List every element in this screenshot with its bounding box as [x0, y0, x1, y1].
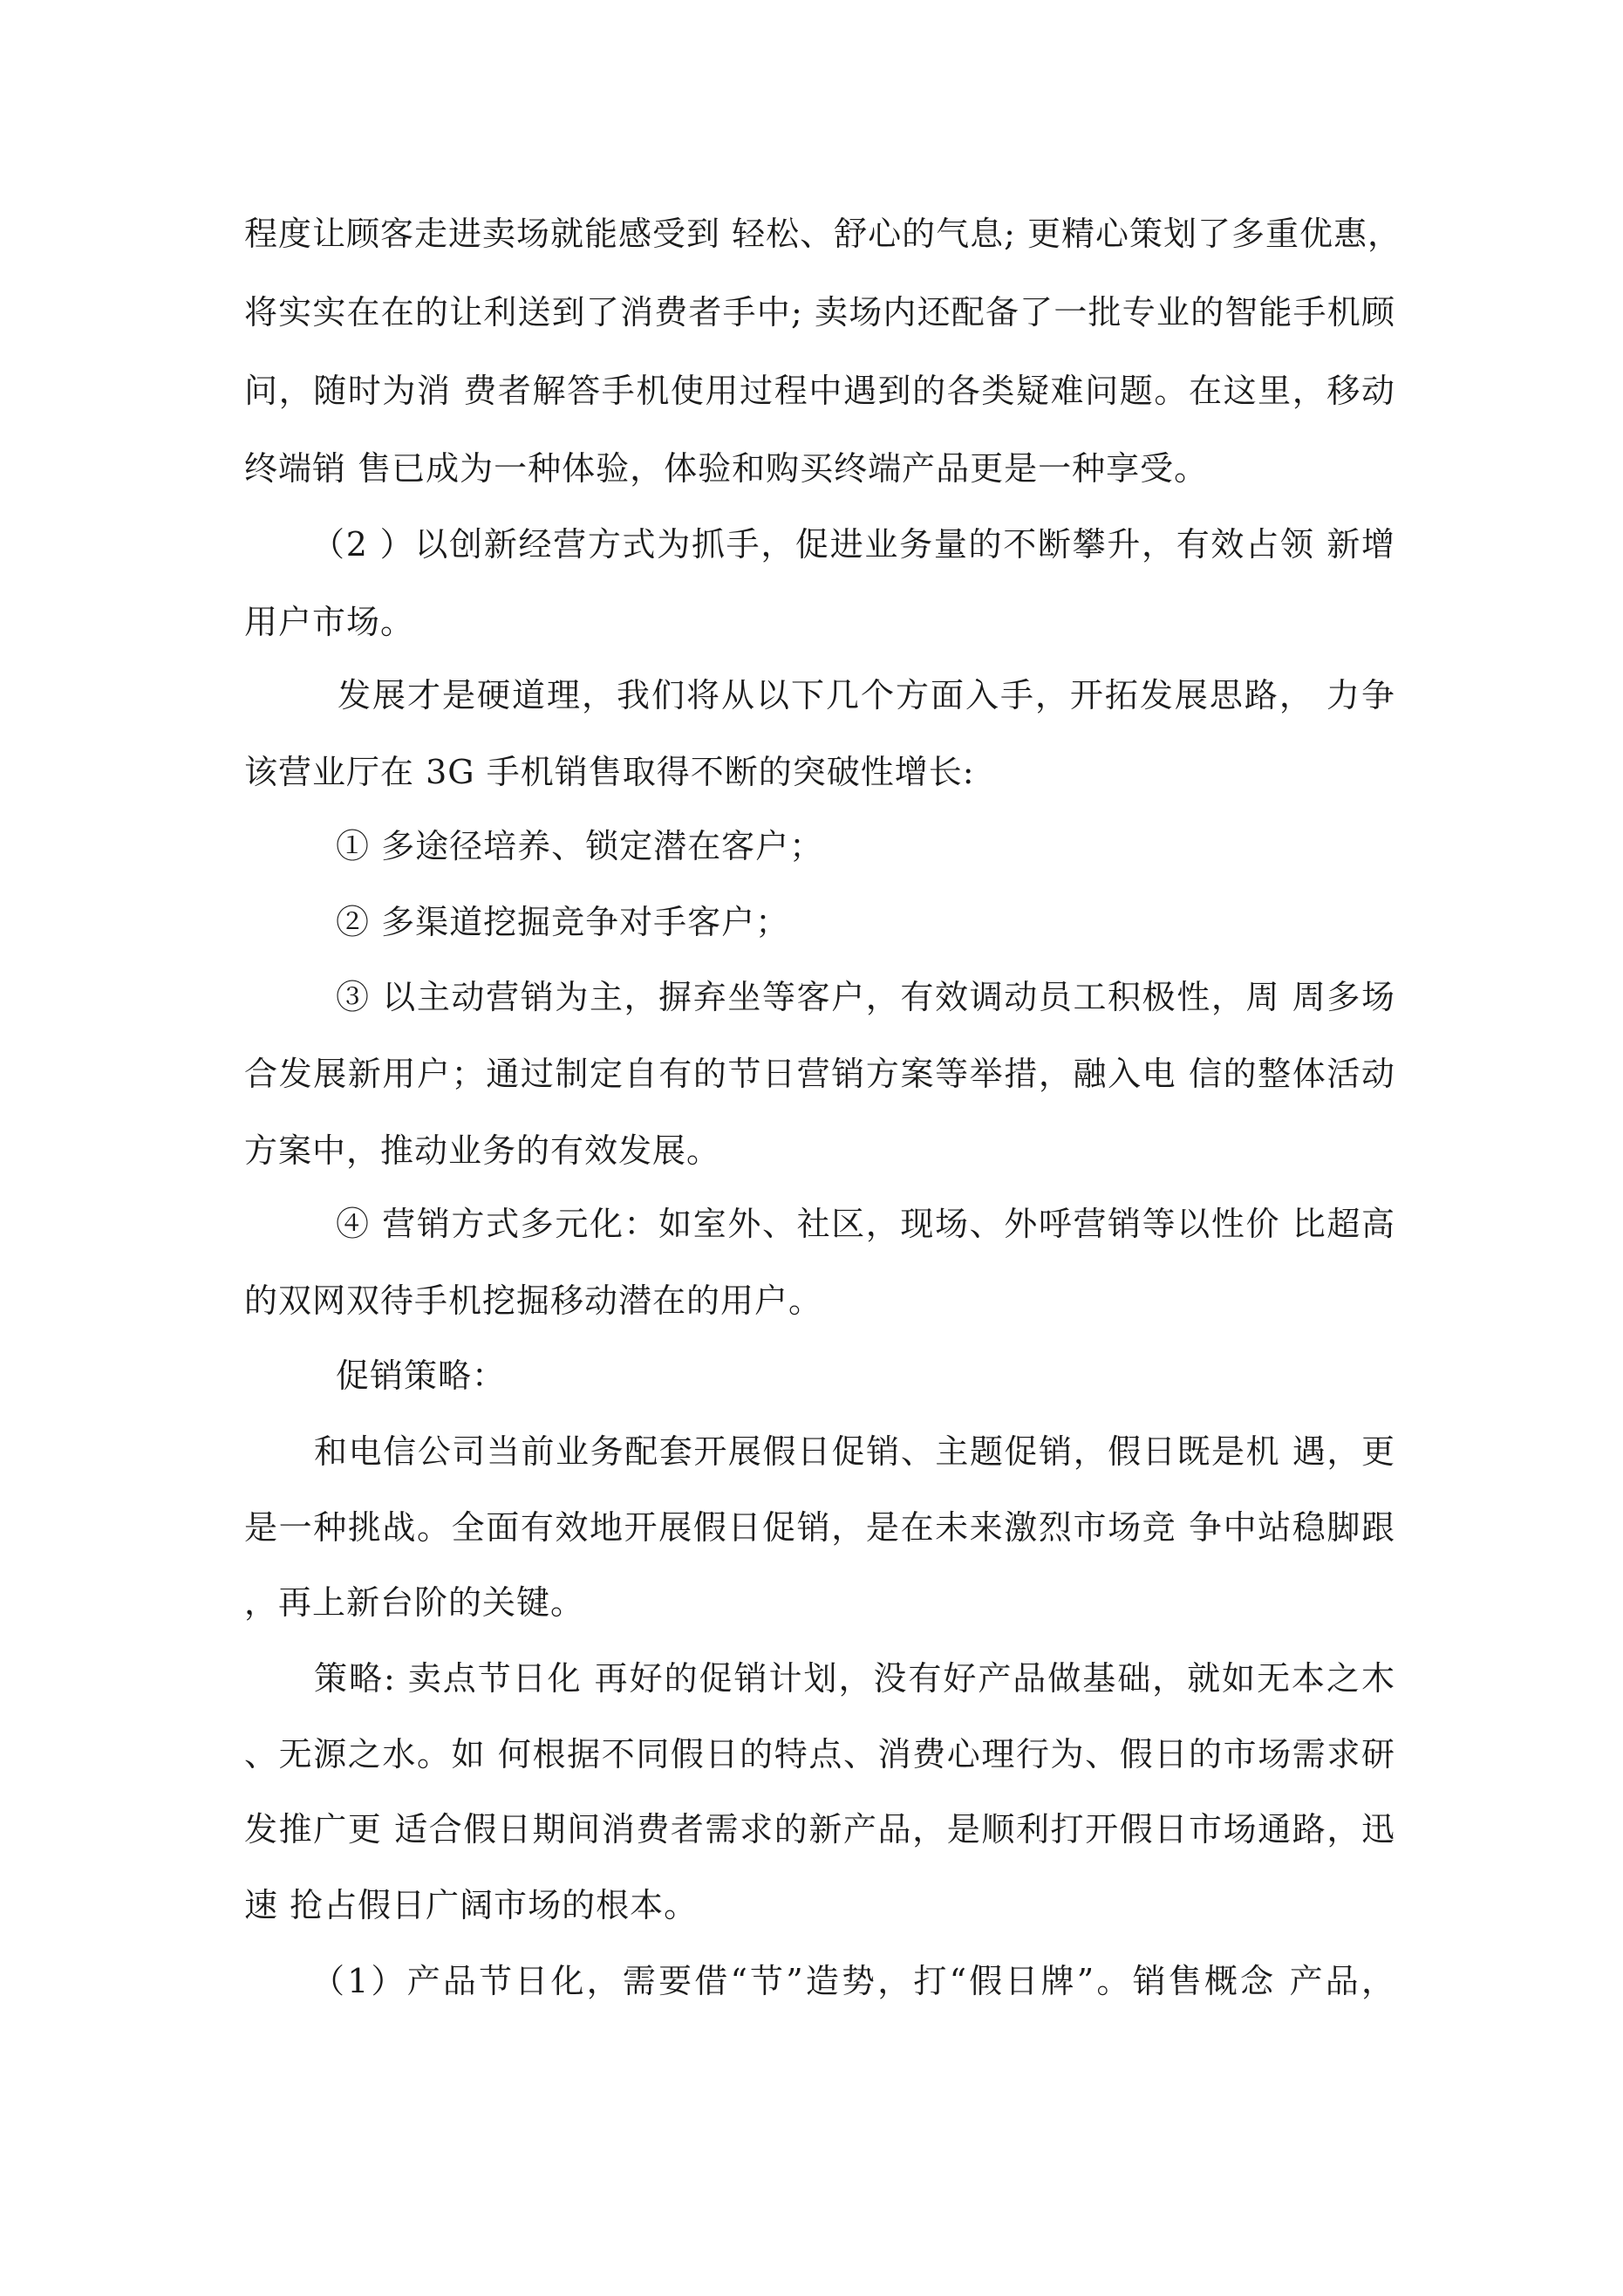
list-item: ② 多渠道挖掘竞争对手客户；: [336, 903, 790, 941]
paragraph-line: 问，随时为消 费者解答手机使用过程中遇到的各类疑难问题。在这里，移动: [244, 372, 1395, 410]
paragraph-line: 程度让顾客走进卖场就能感受到 轻松、舒心的气息; 更精心策划了多重优惠，: [244, 215, 1401, 253]
paragraph-line: 用户市场。: [244, 603, 415, 641]
paragraph-line: 速 抢占假日广阔市场的根本。: [244, 1886, 699, 1924]
paragraph-line: 终端销 售已成为一种体验，体验和购买终端产品更是一种享受。: [244, 449, 1209, 488]
paragraph-line: ，再上新台阶的关键。: [244, 1583, 585, 1622]
paragraph-line: 发展才是硬道理，我们将从以下几个方面入手，开拓发展思路， 力争: [338, 676, 1395, 714]
paragraph-line: 是一种挑战。全面有效地开展假日促销，是在未来激烈市场竞 争中站稳脚跟: [244, 1508, 1395, 1547]
paragraph-line: 发推广更 适合假日期间消费者需求的新产品，是顺利打开假日市场通路，迅: [244, 1810, 1395, 1848]
paragraph-line: 、无源之水。如 何根据不同假日的特点、消费心理行为、假日的市场需求研: [244, 1735, 1395, 1773]
paragraph-line: 策略: 卖点节日化 再好的促销计划，没有好产品做基础，就如无本之木: [314, 1659, 1395, 1698]
paragraph-line: 和电信公司当前业务配套开展假日促销、主题促销，假日既是机 遇，更: [314, 1432, 1395, 1471]
list-item: ① 多途径培养、锁定潜在客户；: [336, 827, 824, 865]
paragraph-line: 该营业厅在 3G 手机销售取得不断的突破性增长:: [244, 753, 975, 791]
list-item: ③ 以主动营销为主，摒弃坐等客户，有效调动员工积极性，周 周多场: [336, 978, 1395, 1016]
paragraph-line: （1）产品节日化，需要借“节”造势，打“假日牌”。销售概念 产品，: [311, 1962, 1395, 2000]
paragraph-line: 方案中，推动业务的有效发展。: [244, 1131, 721, 1170]
list-item: ④ 营销方式多元化：如室外、社区，现场、外呼营销等以性价 比超高: [336, 1205, 1395, 1243]
paragraph-line: 合发展新用户；通过制定自有的节日营销方案等举措，融入电 信的整体活动: [244, 1055, 1395, 1093]
section-heading: 促销策略：: [336, 1356, 507, 1395]
paragraph-line: （2 ）以创新经营方式为抓手，促进业务量的不断攀升，有效占领 新增: [311, 525, 1395, 564]
paragraph-line: 将实实在在的让利送到了消费者手中; 卖场内还配备了一批专业的智能手机顾: [244, 293, 1395, 331]
paragraph-line: 的双网双待手机挖掘移动潜在的用户。: [244, 1281, 823, 1320]
